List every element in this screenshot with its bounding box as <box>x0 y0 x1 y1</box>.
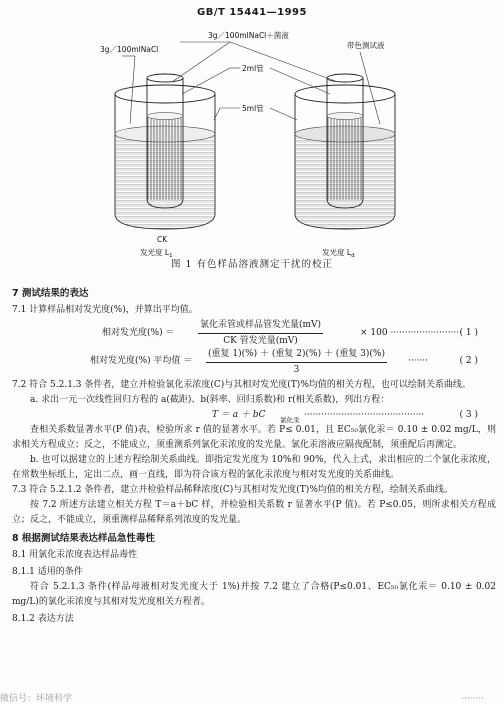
standard-header: GB/T 15441—1995 <box>197 7 307 18</box>
label-left-bottom: 发光度 $L_1$ <box>140 248 173 259</box>
watermark-right: ········ <box>461 694 484 704</box>
section-7-3: 7.3 符合 5.2.1.2 条件者，建立并检验样品稀释浓度(C)与其相对发光度(T)%均值的相关方程，绘制关系曲线。 <box>12 485 453 495</box>
section-8-1-2: 8.1.2 表达方法 <box>12 614 74 624</box>
label-ck: CK <box>157 235 168 244</box>
equation-1: 相对发光度(%) ＝ 氯化汞管或样品管发光量(mV) CK 管发光量(mV) × 100 ························· ( 1 ) <box>102 320 478 346</box>
label-right-bottom: 发光度 $L_d$ <box>322 248 355 259</box>
figure-caption: 图 1 有色样品溶液测定干扰的校正 <box>170 259 334 270</box>
left-tube-assembly <box>115 74 215 229</box>
paragraph-check: 查相关系数显著水平(P 值)表，检验所求 r 值的显著水平。若 P≤ 0.01，且 EC₅₀氯化汞＝ 0.10 ± 0.02 mg/L，则求相关方程成立；反之，不能成立，须重测系列氯化汞浓度的发光量。氯化汞溶液应隔夜配制，须重配后再测定。 <box>12 425 496 450</box>
label-left-top: 3g／100mlNaCl <box>100 45 159 54</box>
section-7-1: 7.1 计算样品相对发光度(%)，并算出平均值。 <box>12 305 198 315</box>
tube-diagram <box>60 24 480 259</box>
section-7-2-a: a. 求出一元一次线性回归方程的 a(截距)、b(斜率、回归系数)和 r(相关系数)，列出方程： <box>30 395 390 405</box>
equation-2: 相对发光度(%) 平均值 ＝ (重复 1)(%) ＋ (重复 2)(%) ＋ (重复 3)(%) 3 ······· ( 2 ) <box>90 349 478 375</box>
watermark-left: 微信号：环境科学 <box>0 694 73 704</box>
section-7-title: 7 测试结果的表达 <box>12 288 89 299</box>
label-right-top: 带色测试液 <box>347 41 385 50</box>
right-tube-assembly <box>295 74 395 229</box>
paragraph-8-1-1: 符合 5.2.1.3 条件(样品母液相对发光度大于 1%)并按 7.2 建立了合格(P≤0.01、EC₅₀氯化汞＝ 0.10 ± 0.02 mg/L)的氯化汞浓度与其相对发光度相关方程者。 <box>12 582 496 607</box>
label-top-center: 3g／100mlNaCl＋菌液 <box>208 31 289 40</box>
label-2ml-tube: 2ml管 <box>242 64 264 73</box>
section-8-1: 8.1 用氯化汞浓度表达样品毒性 <box>12 550 138 560</box>
section-8-title: 8 根据测试结果表达样品急性毒性 <box>12 533 155 544</box>
section-7-2: 7.2 符合 5.2.1.3 条件者，建立并检验氯化汞浓度(C)与其相对发光度(T)%均值的相关方程，也可以绘制关系曲线。 <box>12 380 471 390</box>
document-body <box>12 276 496 627</box>
paragraph-7-3: 按 7.2 所述方法建立相关方程 T＝a＋bC 样，并检验相关系数 r 显著水平(P 值)。若 P≤0.05，则所求相关方程成立；反之，不能成立，须重测样品稀释系列浓度的发光量。 <box>12 500 496 525</box>
section-7-2-b: b. 也可以据建立的上述方程绘制关系曲线。即指定发光度为 10%和 90%，代入上式，求出相应的二个氯化汞浓度，在常数坐标纸上，定出二点，画一直线，即为符合该方程的氯化汞浓度与相对发光度的关系曲线。 <box>12 455 496 480</box>
equation-3: T ＝ a ＋ bC 氯化汞 ·········································· ( 3 ) <box>212 410 478 424</box>
label-5ml-tube: 5ml管 <box>242 104 264 113</box>
section-8-1-1: 8.1.1 适用的条件 <box>12 567 83 577</box>
